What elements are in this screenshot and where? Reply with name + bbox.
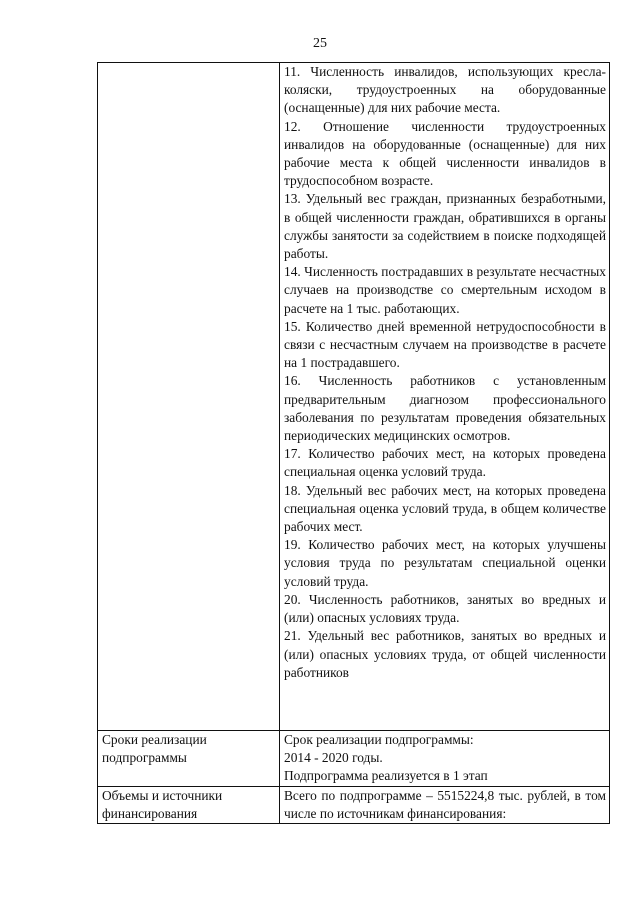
funding-cell [280, 786, 610, 823]
funding-row [98, 786, 610, 823]
indicator-item: 18. Удельный вес рабочих мест, на которых проведена специальная оценка условий труда, в общем количестве рабочих мест. [284, 482, 606, 535]
subprogram-passport-table [97, 62, 610, 824]
timing-row [98, 731, 610, 787]
indicator-item: 13. Удельный вес граждан, признанных безработными, в общей численности граждан, обратившихся в органы службы занятости за содействием в поиске подходящей работы. [284, 191, 606, 262]
funding-text: Всего по подпрограмме – 5515224,8 тыс. рублей, в том числе по источникам финансирования: [284, 787, 606, 821]
timing-cell [280, 731, 610, 787]
indicator-item: 12. Отношение численности трудоустроенных инвалидов на оборудованные (оснащенные) для них рабочие места к общей численности инвалидов в трудоспособном возрасте. [284, 118, 606, 189]
indicator-item: 16. Численность работников с установленным предварительным диагнозом профессионального заболевания по результатам проведения обязательных периодических медицинских осмотров. [284, 373, 606, 444]
indicator-item: 15. Количество дней временной нетрудоспособности в связи с несчастным случаем на производстве в расчете на 1 пострадавшего. [284, 318, 606, 371]
indicator-item: 20. Численность работников, занятых во вредных и (или) опасных условиях труда. [284, 591, 606, 626]
indicator-item: 14. Численность пострадавших в результате несчастных случаев на производстве со смертельным исходом в расчете на 1 тыс. работающих. [284, 264, 606, 316]
indicator-item: 21. Удельный вес работников, занятых во вредных и (или) опасных условиях труда, от общей численности работников [284, 628, 606, 680]
indicators-label-cell [98, 63, 280, 731]
funding-label-cell [98, 786, 280, 823]
indicator-item: 17. Количество рабочих мест, на которых проведена специальная оценка условий труда. [284, 446, 606, 480]
page-number: 25 [313, 36, 327, 51]
indicator-item: 19. Количество рабочих мест, на которых улучшены условия труда по результатам специальной оценки условий труда. [284, 537, 606, 589]
indicator-item: 11. Численность инвалидов, использующих кресла-коляски, трудоустроенных на оборудованные (оснащенные) для них рабочие места. [284, 64, 606, 116]
timing-label: Сроки реализации подпрограммы [98, 731, 280, 787]
funding-label: Объемы и источники финансирования [102, 787, 223, 821]
timing-line-3: Подпрограмма реализуется в 1 этап [284, 768, 488, 784]
timing-line-2: 2014 - 2020 годы. [284, 750, 383, 766]
indicators-cell [280, 63, 610, 731]
indicators-row [98, 63, 610, 731]
timing-line-1: Срок реализации подпрограммы: [284, 732, 474, 747]
